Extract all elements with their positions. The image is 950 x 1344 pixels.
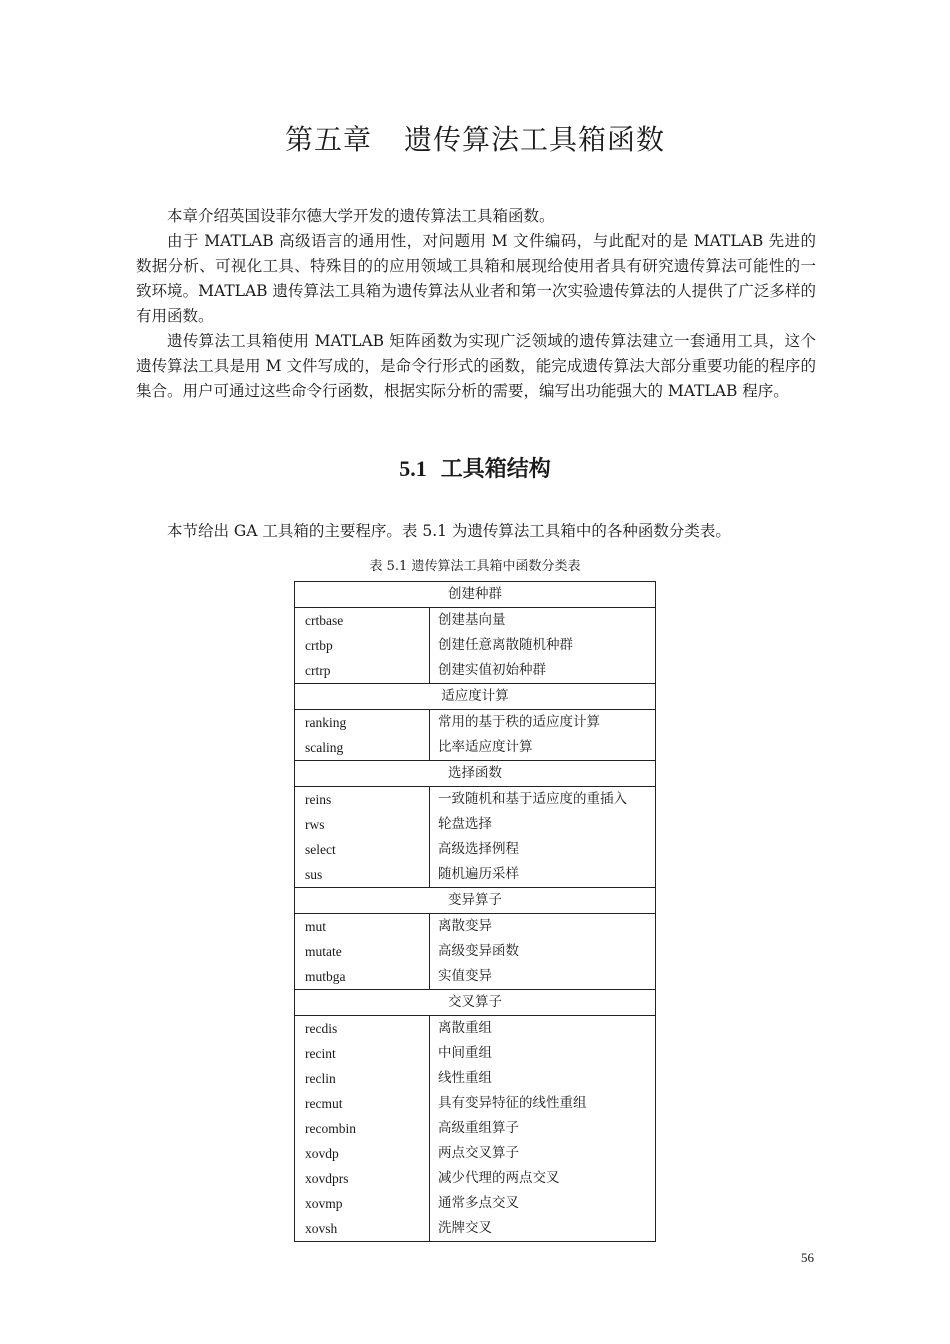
function-names-cell	[295, 1016, 430, 1242]
function-description: 线性重组	[438, 1070, 492, 1086]
table-group-header	[295, 582, 656, 608]
function-descriptions-cell	[430, 710, 656, 761]
function-description: 高级变异函数	[438, 943, 519, 959]
paragraph: 由于 MATLAB 高级语言的通用性，对问题用 M 文件编码，与此配对的是 MATLAB 先进的数据分析、可视化工具、特殊目的的应用领域工具箱和展现给使用者具有研究遗传算法可能性的一致环境。MATLAB 遗传算法工具箱为遗传算法从业者和第一次实验遗传算法的人提供了广泛多样的有用函数。	[136, 232, 816, 325]
function-description: 离散变异	[438, 918, 492, 934]
section-name: 工具箱结构	[440, 456, 551, 482]
function-description: 随机遍历采样	[438, 866, 519, 882]
function-name: reins	[305, 792, 332, 807]
function-name: mut	[305, 919, 327, 934]
function-name: mutbga	[305, 969, 346, 984]
table-row	[295, 608, 656, 684]
function-name: recdis	[305, 1021, 338, 1036]
function-description: 一致随机和基于适应度的重插入	[438, 791, 627, 807]
table-group-header	[295, 761, 656, 787]
function-descriptions-cell	[430, 787, 656, 888]
function-name: reclin	[305, 1071, 336, 1086]
function-name: xovmp	[305, 1196, 343, 1211]
group-title: 选择函数	[295, 761, 656, 787]
table-row	[295, 710, 656, 761]
function-names-cell	[295, 914, 430, 990]
function-description: 两点交叉算子	[438, 1145, 519, 1161]
function-name: recmut	[305, 1096, 343, 1111]
function-name: xovdp	[305, 1146, 339, 1161]
paragraph: 本章介绍英国设菲尔德大学开发的遗传算法工具箱函数。	[167, 207, 555, 225]
function-names-cell	[295, 710, 430, 761]
group-title: 变异算子	[295, 888, 656, 914]
group-title: 创建种群	[295, 582, 656, 608]
function-description: 离散重组	[438, 1020, 492, 1036]
function-description: 高级选择例程	[438, 841, 519, 857]
function-description: 比率适应度计算	[438, 739, 533, 755]
table-row	[295, 914, 656, 990]
function-description: 减少代理的两点交叉	[438, 1170, 560, 1186]
function-table	[294, 581, 656, 1242]
function-name: recint	[305, 1046, 336, 1061]
section-intro: 本节给出 GA 工具箱的主要程序。表 5.1 为遗传算法工具箱中的各种函数分类表。	[167, 522, 731, 540]
function-name: xovsh	[305, 1221, 338, 1236]
table-row	[295, 1016, 656, 1242]
group-title: 交叉算子	[295, 990, 656, 1016]
table-group-header	[295, 684, 656, 710]
function-descriptions-cell	[430, 914, 656, 990]
function-description: 实值变异	[438, 968, 492, 984]
function-name: select	[305, 842, 336, 857]
table-caption: 表 5.1 遗传算法工具箱中函数分类表	[369, 559, 581, 574]
function-descriptions-cell	[430, 1016, 656, 1242]
function-description: 中间重组	[438, 1045, 492, 1061]
function-name: crtrp	[305, 663, 331, 678]
function-description: 洗牌交叉	[438, 1220, 492, 1236]
chapter-name: 遗传算法工具箱函数	[404, 123, 666, 156]
function-name: scaling	[305, 740, 344, 755]
table-group-header	[295, 990, 656, 1016]
function-names-cell	[295, 608, 430, 684]
function-name: xovdprs	[305, 1171, 349, 1186]
function-name: rws	[305, 817, 325, 832]
table-group-header	[295, 888, 656, 914]
paragraph: 遗传算法工具箱使用 MATLAB 矩阵函数为实现广泛领域的遗传算法建立一套通用工具，这个遗传算法工具是用 M 文件写成的，是命令行形式的函数，能完成遗传算法大部分重要功能的程序的集合。用户可通过这些命令行函数，根据实际分析的需要，编写出功能强大的 MATLAB 程序。	[136, 332, 816, 400]
function-description: 轮盘选择	[438, 816, 492, 832]
function-description: 创建实值初始种群	[438, 662, 546, 678]
function-description: 创建任意离散随机种群	[438, 637, 573, 653]
function-names-cell	[295, 787, 430, 888]
function-name: crtbase	[305, 613, 344, 628]
function-name: crtbp	[305, 638, 333, 653]
function-name: recombin	[305, 1121, 356, 1136]
function-description: 高级重组算子	[438, 1120, 519, 1136]
function-name: mutate	[305, 944, 342, 959]
function-description: 常用的基于秩的适应度计算	[438, 714, 600, 730]
section-heading	[0, 452, 950, 483]
page-number: 56	[801, 1250, 814, 1265]
function-description: 通常多点交叉	[438, 1195, 519, 1211]
group-title: 适应度计算	[295, 684, 656, 710]
function-description: 具有变异特征的线性重组	[438, 1095, 587, 1111]
section-number: 5.1	[399, 456, 427, 481]
function-descriptions-cell	[430, 608, 656, 684]
chapter-intro	[136, 204, 816, 404]
chapter-number: 第五章	[284, 123, 372, 156]
table-row	[295, 787, 656, 888]
chapter-title	[0, 118, 950, 158]
function-name: sus	[305, 867, 323, 882]
function-description: 创建基向量	[438, 612, 506, 628]
function-name: ranking	[305, 715, 347, 730]
